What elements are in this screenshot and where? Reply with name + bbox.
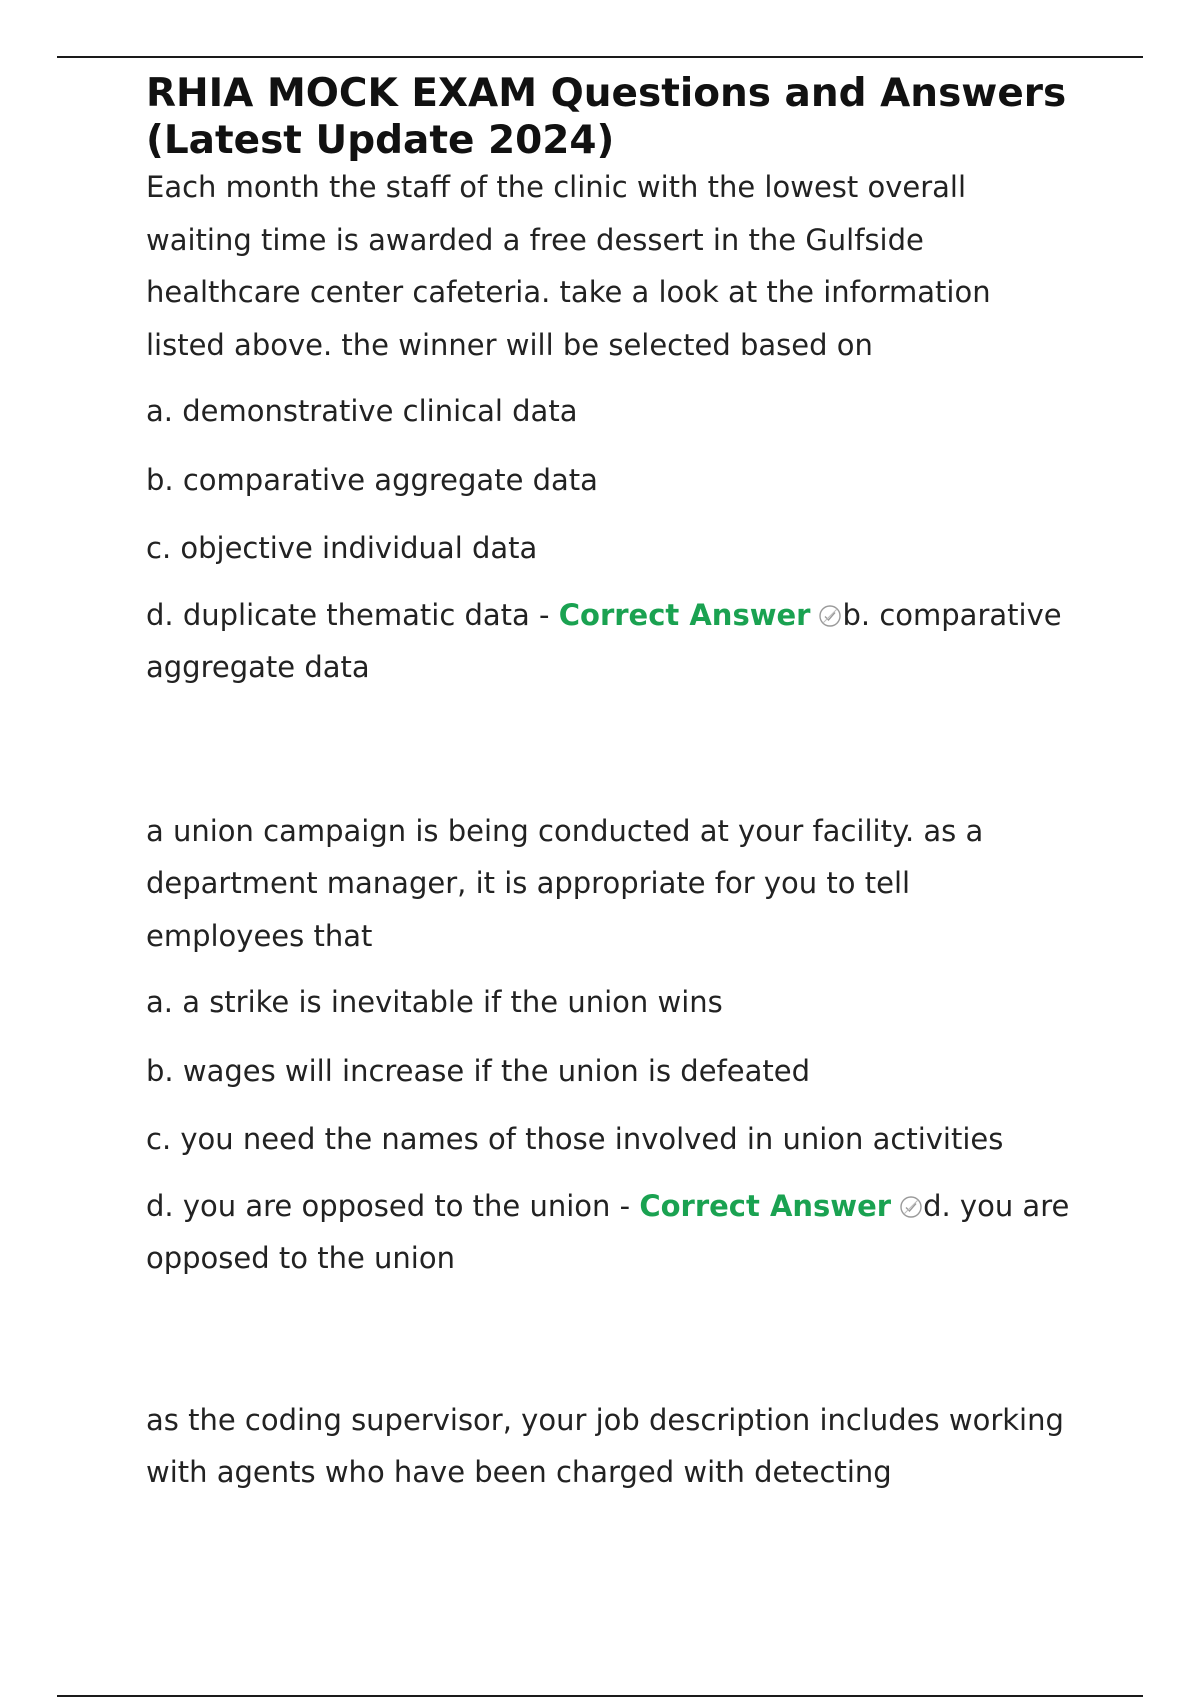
check-circle-icon [818,604,842,628]
spacer [146,1314,1076,1394]
options-list [146,976,1076,1166]
top-rule [57,56,1143,58]
question-stem: a union campaign is being conducted at your facility. as a department manager, it is appropriate for you to tell employees that [146,813,984,953]
option-b: b. comparative aggregate data [146,462,598,497]
question-1 [146,161,1076,694]
option-d-with-answer [146,1180,1076,1285]
check-circle-icon [899,1195,923,1219]
option-a: a. a strike is inevitable if the union wins [146,985,723,1019]
question-stem: as the coding supervisor, your job description includes working with agents who have been charged with detecting [146,1402,1064,1489]
spacer [146,723,1076,805]
option-a: a. demonstrative clinical data [146,394,578,428]
option-b: b. wages will increase if the union is defeated [146,1053,810,1088]
question-stem: Each month the staff of the clinic with the lowest overall waiting time is awarded a free dessert in the Gulfside healthcare center cafeteria. take a look at the information listed above. the winner will be selected based on [146,170,991,362]
document-body [146,70,1076,1499]
correct-answer-text: b. comparative aggregate data [146,597,1062,684]
question-3 [146,1394,1076,1499]
document-title: RHIA MOCK EXAM Questions and Answers (Latest Update 2024) [146,71,1067,163]
correct-answer-label: Correct Answer [639,1188,892,1223]
option-d: d. you are opposed to the union - [146,1188,640,1223]
option-d: d. duplicate thematic data - [146,597,559,632]
bottom-rule [57,1695,1143,1697]
option-c: c. you need the names of those involved in union activities [146,1122,1004,1156]
correct-answer-text: d. you are opposed to the union [146,1188,1070,1275]
question-2 [146,805,1076,1285]
options-list [146,385,1076,575]
option-c: c. objective individual data [146,531,538,565]
option-d-with-answer [146,589,1076,694]
correct-answer-label: Correct Answer [558,597,811,632]
